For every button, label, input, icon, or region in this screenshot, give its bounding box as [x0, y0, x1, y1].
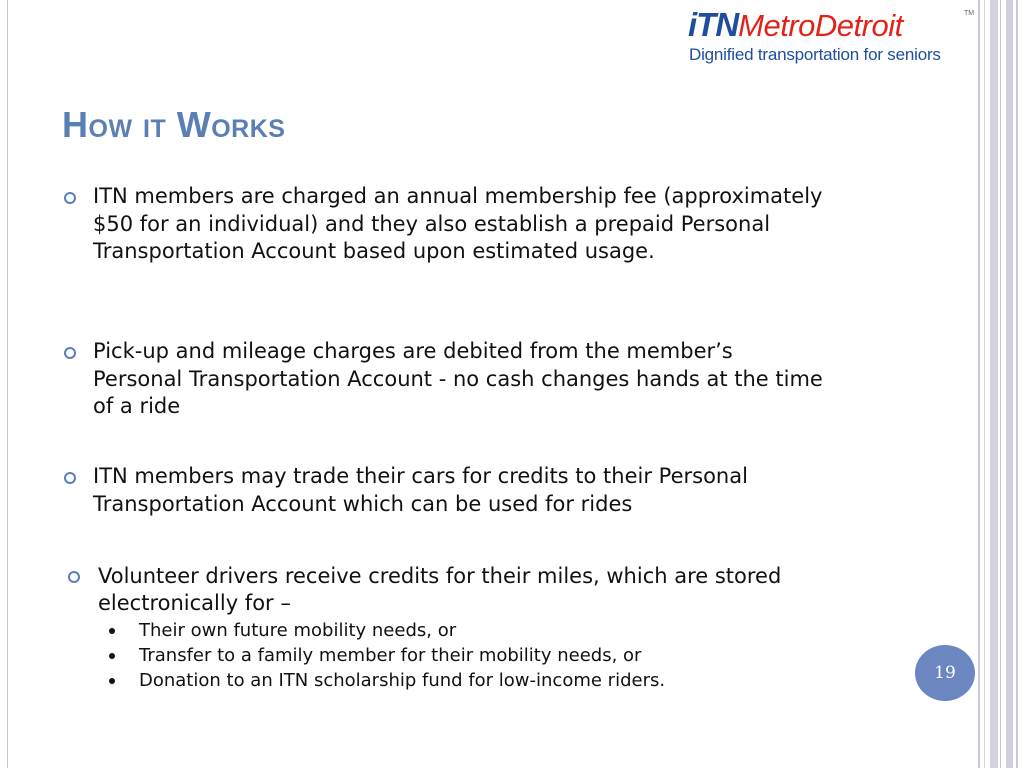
sub-bullet-text: Donation to an ITN scholarship fund for low-income riders. — [139, 670, 666, 691]
bullet-item — [64, 463, 824, 518]
stripe — [1006, 0, 1013, 768]
bullet-text: Pick-up and mileage charges are debited from the member’s Personal Transportation Account - no cash changes hands at the time of a ride — [93, 339, 823, 418]
itn-metrodetroit-logo — [688, 8, 978, 68]
dot-bullet-icon — [109, 678, 115, 684]
logo-wordmark — [688, 8, 903, 41]
bullet-item — [64, 338, 824, 421]
slide-title: How it Works — [62, 104, 286, 145]
stripe — [1000, 0, 1001, 768]
ring-bullet-icon — [64, 192, 76, 204]
bullet-text: ITN members are charged an annual membership fee (approximately $50 for an individual) and they also establish a prepaid Personal Transportation Account based upon estimated usage. — [93, 184, 823, 263]
stripe — [990, 0, 998, 768]
logo-metrodetroit: MetroDetroit — [738, 8, 903, 43]
stripe — [984, 0, 985, 768]
dot-bullet-icon — [109, 628, 115, 634]
ring-bullet-icon — [64, 347, 76, 359]
stripe — [1016, 0, 1018, 768]
sub-bullet-item — [98, 618, 848, 643]
page-number-badge: 19 — [915, 645, 975, 701]
logo-trademark: TM — [964, 10, 975, 17]
ring-bullet-icon — [68, 571, 80, 583]
sub-bullet-list — [98, 618, 848, 693]
bullet-text: Volunteer drivers receive credits for their miles, which are stored electronically for – — [98, 564, 782, 615]
right-decorative-stripes — [978, 0, 1024, 768]
ring-bullet-icon — [64, 472, 76, 484]
logo-tagline: Dignified transportation for seniors — [689, 45, 941, 64]
sub-bullet-text: Their own future mobility needs, or — [139, 620, 457, 641]
left-border-line — [7, 0, 8, 768]
logo-itn: iTN — [688, 6, 739, 43]
sub-bullet-item — [98, 668, 848, 693]
stripe — [978, 0, 980, 768]
sub-bullet-item — [98, 643, 848, 668]
bullet-item — [68, 563, 848, 693]
bullet-item — [64, 183, 824, 266]
sub-bullet-text: Transfer to a family member for their mobility needs, or — [139, 645, 642, 666]
bullet-text: ITN members may trade their cars for credits to their Personal Transportation Account which can be used for rides — [93, 464, 748, 516]
dot-bullet-icon — [109, 653, 115, 659]
